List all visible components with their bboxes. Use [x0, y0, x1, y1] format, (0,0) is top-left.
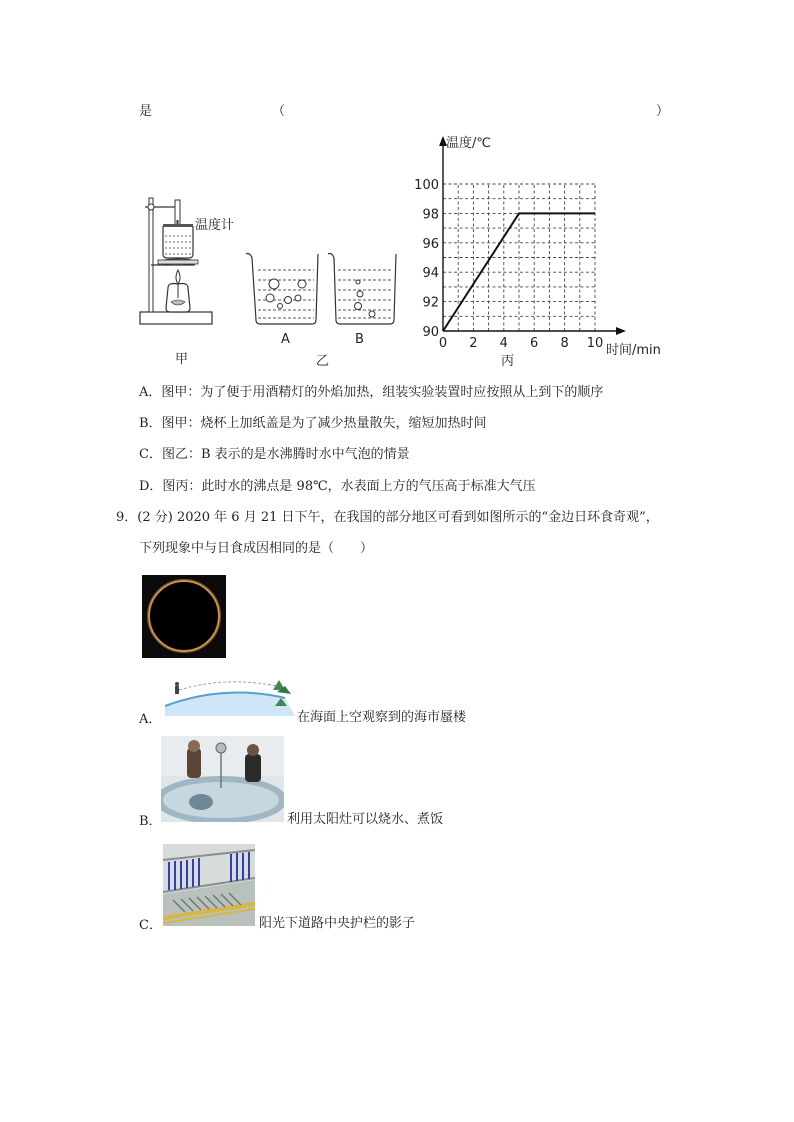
q9-option-a-text: 在海面上空观察到的海市蜃楼 — [297, 710, 467, 725]
figure-bing-caption: 丙 — [501, 354, 515, 369]
guardrail-shadow-image — [163, 844, 255, 926]
q8-option-c: C．图乙：B 表示的是水沸腾时水中气泡的情景 — [139, 447, 410, 462]
chart-x-axis-label: 时间/min — [606, 343, 661, 358]
chart-y-tick-label: 98 — [422, 207, 439, 223]
q8-paren-open: （ — [272, 104, 286, 119]
chart-x-axis-arrow — [616, 327, 626, 335]
q8-option-a: A．图甲：为了便于用酒精灯的外焰加热，组装实验装置时应按照从上到下的顺序 — [139, 385, 604, 400]
q9-option-b-text: 利用太阳灶可以烧水、煮饭 — [287, 812, 444, 827]
chart-x-tick-label: 8 — [560, 336, 569, 351]
chart-y-tick-label: 100 — [414, 178, 439, 193]
q9-stem-line1: 9．(2 分) 2020 年 6 月 21 日下午，在我国的部分地区可看到如图所示的“金边日环食奇观”， — [116, 510, 659, 525]
chart-y-tick-label: 94 — [422, 266, 439, 282]
q9-option-a-letter: A． — [139, 712, 162, 727]
annular-eclipse-image — [142, 575, 226, 658]
q8-option-d: D．图丙：此时水的沸点是 98℃，水表面上方的气压高于标准大气压 — [139, 479, 536, 494]
q9-option-c-letter: C． — [139, 918, 162, 933]
chart-x-tick-label: 4 — [499, 336, 508, 351]
chart-x-tick-label: 6 — [530, 336, 539, 351]
figure-jia-caption: 甲 — [175, 352, 189, 367]
chart-x-tick-label: 10 — [586, 336, 604, 351]
figure-bing-chart — [410, 128, 670, 360]
beaker-a-label: A — [281, 332, 290, 347]
chart-y-axis-label: 温度/℃ — [446, 136, 491, 151]
mirage-image — [165, 676, 295, 716]
chart-y-tick-label: 92 — [422, 295, 439, 311]
figure-jia-apparatus — [135, 190, 225, 335]
beaker-b-label: B — [355, 332, 364, 347]
beaker-a — [246, 254, 318, 325]
chart-y-tick-label: 90 — [422, 325, 439, 340]
solar-cooker-image — [161, 736, 284, 822]
figure-yi-beakers — [240, 248, 410, 330]
figure-yi-caption: 乙 — [316, 354, 330, 369]
q8-paren-close: ） — [656, 104, 670, 119]
q9-stem-line2: 下列现象中与日食成因相同的是（ ） — [139, 541, 374, 556]
chart-y-tick-label: 96 — [422, 236, 439, 252]
q8-option-b: B．图甲：烧杯上加纸盖是为了减少热量散失，缩短加热时间 — [139, 416, 487, 431]
q9-option-b-letter: B． — [139, 814, 162, 829]
chart-x-tick-label: 2 — [469, 336, 478, 351]
chart-x-tick-label: 0 — [438, 336, 448, 351]
thermometer-label: 温度计 — [195, 218, 235, 233]
beaker-b — [328, 254, 396, 325]
q8-stem-end: 是 — [139, 104, 153, 119]
q9-option-c-text: 阳光下道路中央护栏的影子 — [259, 916, 416, 931]
